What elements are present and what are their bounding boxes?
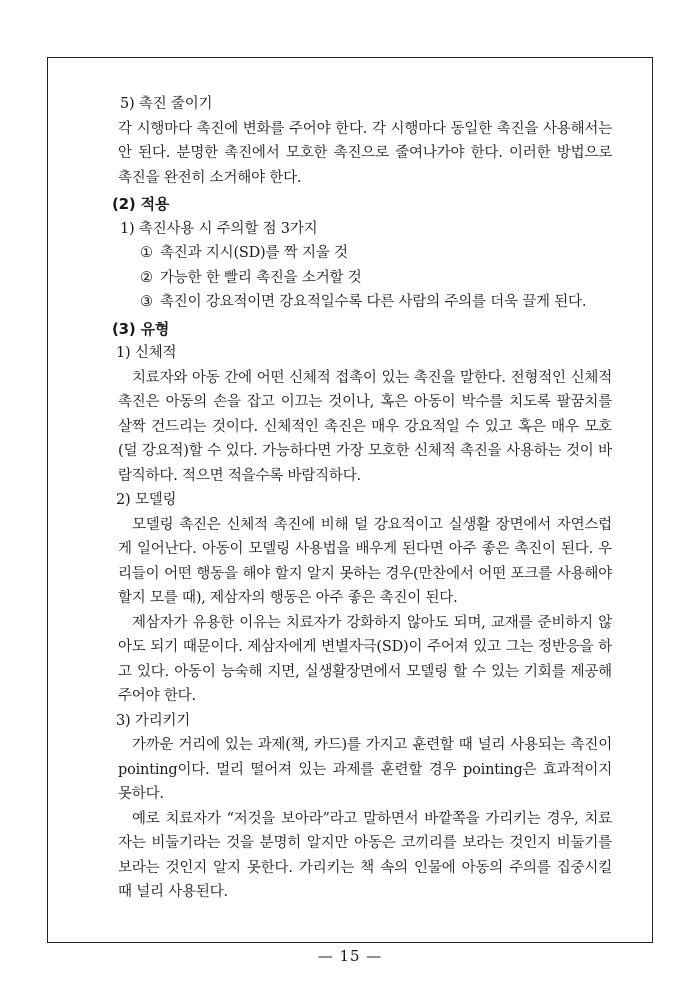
list-item [118,241,612,266]
physical-heading: 1) 신체적 [116,345,177,361]
list-item-number: ① [140,245,153,261]
modeling-paragraph-1: 모델링 촉진은 신체적 촉진에 비해 덜 강요적이고 실생활 장면에서 자연스럽게 일어난다. 아동이 모델링 사용법을 배우게 된다면 아주 좋은 촉진이 된다. 우리들이 어떤 행동을 해야 할지 알지 못하는 경우(만찬에서 어떤 포크를 사용해야 할지 모를 때), 제삼자의 행동은 아주 좋은 촉진이 된다. [118,516,612,606]
list-item [118,290,612,315]
list-item-number: ② [140,269,153,286]
pointing-paragraph-2: 예로 치료자가 “저것을 보아라”라고 말하면서 바깥쪽을 가리키는 경우, 치료자는 비둘기라는 것을 분명히 알지만 아동은 코끼리를 보라는 것인지 비둘기를 보라는 것인지 알지 못한다. 가리키는 책 속의 인물에 아동의 주의를 집중시킬 때 널리 사용된다. [118,810,612,900]
list-item-number: ③ [140,294,153,310]
list-item-text: 촉진이 강요적이면 강요적일수록 다른 사람의 주의를 더욱 끌게 된다. [160,294,587,310]
pointing-heading: 3) 가리키기 [116,712,191,729]
page-content [112,92,612,905]
section-5-paragraph: 각 시행마다 촉진에 변화를 주어야 한다. 각 시행마다 동일한 촉진을 사용해서는 안 된다. 분명한 촉진에서 모호한 촉진으로 줄여나가야 한다. 이러한 방법으로 촉진을 완전히 소거해야 한다. [118,120,612,186]
types-heading: (3) 유형 [112,319,170,338]
application-sub-heading: 1) 촉진사용 시 주의할 점 3가지 [120,220,318,237]
list-item-text: 가능한 한 빨리 촉진을 소거할 것 [160,269,362,286]
section-5-heading: 5) 촉진 줄이기 [120,96,213,112]
physical-paragraph: 치료자와 아동 간에 어떤 신체적 접촉이 있는 촉진을 말한다. 전형적인 신체적 촉진은 아동의 손을 잡고 이끄는 것이나, 혹은 아동이 박수를 치도록 팔꿈치를 살짝 건드리는 것이다. 신체적인 촉진은 매우 강요적일 수 있고 혹은 매우 모호(덜 강요적)할 수 있다. 가능하다면 가장 모호한 신체적 촉진을 사용하는 것이 바람직하다. 적으면 적을수록 바람직하다. [118,369,612,484]
pointing-paragraph-1: 가까운 거리에 있는 과제(책, 카드)를 가지고 훈련할 때 널리 사용되는 촉진이 pointing이다. 멀리 떨어져 있는 과제를 훈련할 경우 pointing은 효과적이지 못하다. [118,737,612,802]
application-heading: (2) 적용 [112,195,170,213]
list-item-text: 촉진과 지시(SD)를 짝 지울 것 [160,245,348,261]
modeling-heading: 2) 모델링 [116,492,177,508]
modeling-paragraph-2: 제삼자가 유용한 이유는 치료자가 강화하지 않아도 되며, 교재를 준비하지 않아도 되기 때문이다. 제삼자에게 변별자극(SD)이 주어져 있고 그는 정반응을 하고 있다. 아동이 능숙해 지면, 실생활장면에서 모델링 할 수 있는 기회를 제공해 주어야 한다. [118,614,612,704]
list-item [118,266,612,291]
page-number: — 15 — [317,947,383,965]
